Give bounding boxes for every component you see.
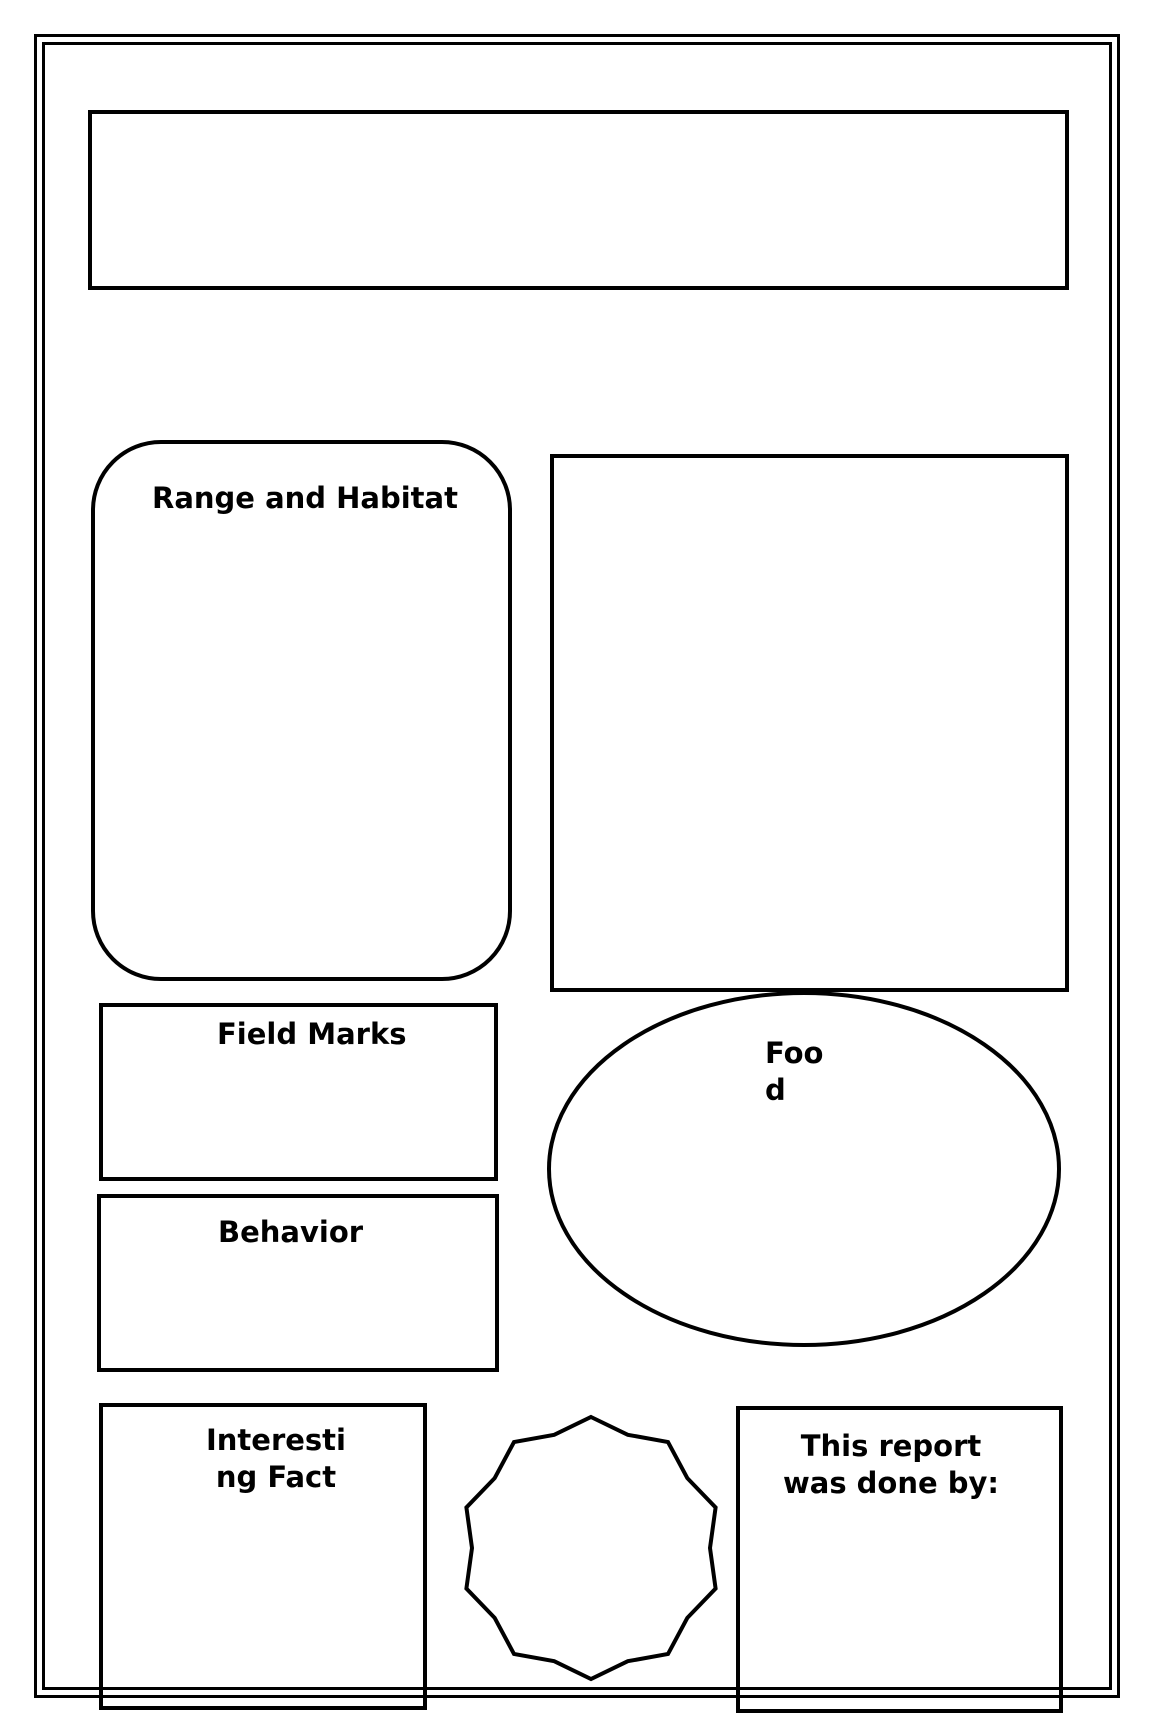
report-author-heading: This report was done by:: [782, 1429, 1000, 1500]
interesting-fact-heading: Interesti ng Fact: [205, 1423, 346, 1494]
field-marks-heading: Field Marks: [217, 1017, 407, 1051]
range-and-habitat-box: [91, 440, 512, 981]
food-heading: Foo d: [765, 1036, 824, 1107]
behavior-heading: Behavior: [218, 1215, 364, 1249]
star-seal-shape: [460, 1415, 722, 1681]
picture-box: [550, 454, 1069, 992]
title-box: [88, 110, 1069, 290]
range-and-habitat-heading: Range and Habitat: [152, 481, 458, 515]
